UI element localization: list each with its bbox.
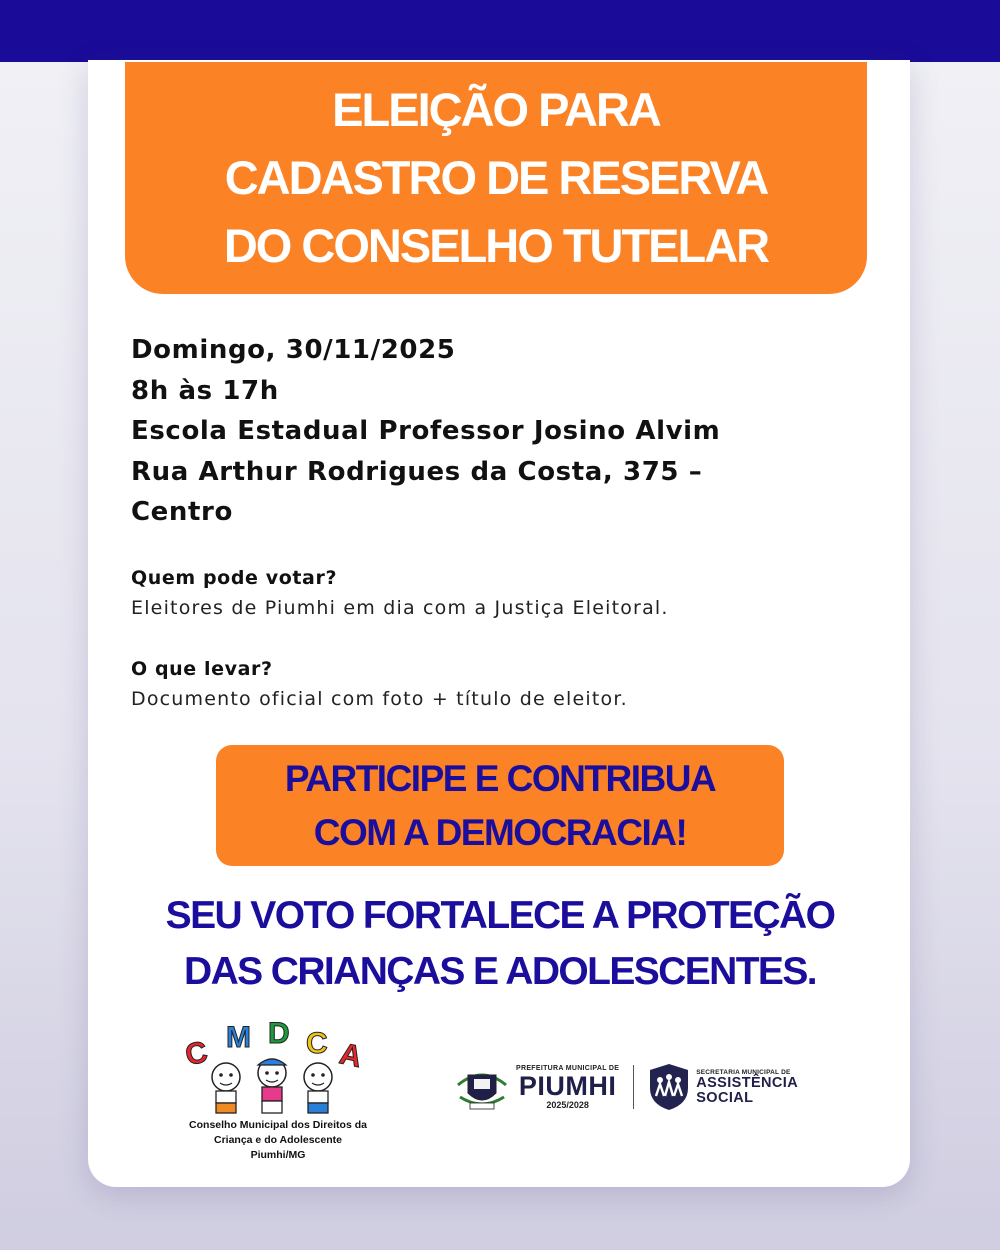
cmdca-caption-line-2: Criança e do Adolescente [214, 1134, 342, 1146]
faq-what-to-bring [131, 654, 851, 714]
faq-who-can-vote [131, 563, 851, 623]
top-bar [0, 0, 1000, 62]
event-time: 8h às 17h [131, 375, 279, 406]
cmdca-caption-line-3: Piumhi/MG [250, 1149, 306, 1161]
slogan-line-2: DAS CRIANÇAS E ADOLESCENTES. [184, 950, 816, 993]
secretaria-line-2: SOCIAL [696, 1089, 754, 1106]
cmdca-letter-d: D [268, 1017, 290, 1050]
event-details [131, 330, 851, 533]
prefeitura-logo [516, 1065, 619, 1110]
title-line-3: DO CONSELHO TUTELAR [223, 219, 769, 272]
event-address: Rua Arthur Rodrigues da Costa, 375 – [131, 456, 703, 487]
secretaria-line-1: ASSISTÊNCIA [696, 1074, 799, 1091]
cmdca-letter-c1: C [182, 1035, 211, 1073]
slogan-line-1: SEU VOTO FORTALECE A PROTEÇÃO [165, 894, 835, 937]
faq-question: O que levar? [131, 658, 273, 680]
partner-logos [440, 1048, 818, 1126]
cta-line-2: COM A DEMOCRACIA! [313, 811, 687, 853]
cmdca-mascots-icon [178, 1015, 378, 1119]
prefeitura-small-text: PREFEITURA MUNICIPAL DE [516, 1064, 620, 1072]
cmdca-letter-m: M [226, 1021, 251, 1054]
event-venue: Escola Estadual Professor Josino Alvim [131, 416, 721, 446]
faq-answer: Documento oficial com foto + título de eleitor. [131, 688, 628, 710]
event-district: Centro [131, 497, 233, 527]
cta-banner [216, 745, 784, 866]
assistencia-social-shield-icon [648, 1062, 690, 1112]
secretaria-logo [696, 1069, 798, 1106]
cmdca-letter-a: A [336, 1037, 365, 1075]
event-date: Domingo, 30/11/2025 [131, 335, 456, 365]
prefeitura-name: PIUMHI [518, 1070, 617, 1101]
logo-divider [633, 1065, 634, 1109]
slogan [90, 888, 910, 1000]
title-line-1: ELEIÇÃO PARA [332, 83, 660, 136]
title-banner [125, 62, 867, 294]
prefeitura-years: 2025/2028 [546, 1099, 589, 1110]
cmdca-caption [178, 1118, 378, 1163]
title-line-2: CADASTRO DE RESERVA [224, 151, 768, 204]
cta-line-1: PARTICIPE E CONTRIBUA [284, 757, 716, 799]
piumhi-coat-of-arms-icon [454, 1061, 510, 1113]
secretaria-small-text: SECRETARIA MUNICIPAL DE [696, 1068, 791, 1076]
faq-question: Quem pode votar? [131, 567, 338, 589]
cmdca-caption-line-1: Conselho Municipal dos Direitos da [189, 1119, 367, 1131]
cmdca-logo [178, 1015, 378, 1175]
faq-answer: Eleitores de Piumhi em dia com a Justiça Eleitoral. [131, 597, 669, 619]
cmdca-letter-c2: C [306, 1027, 328, 1060]
